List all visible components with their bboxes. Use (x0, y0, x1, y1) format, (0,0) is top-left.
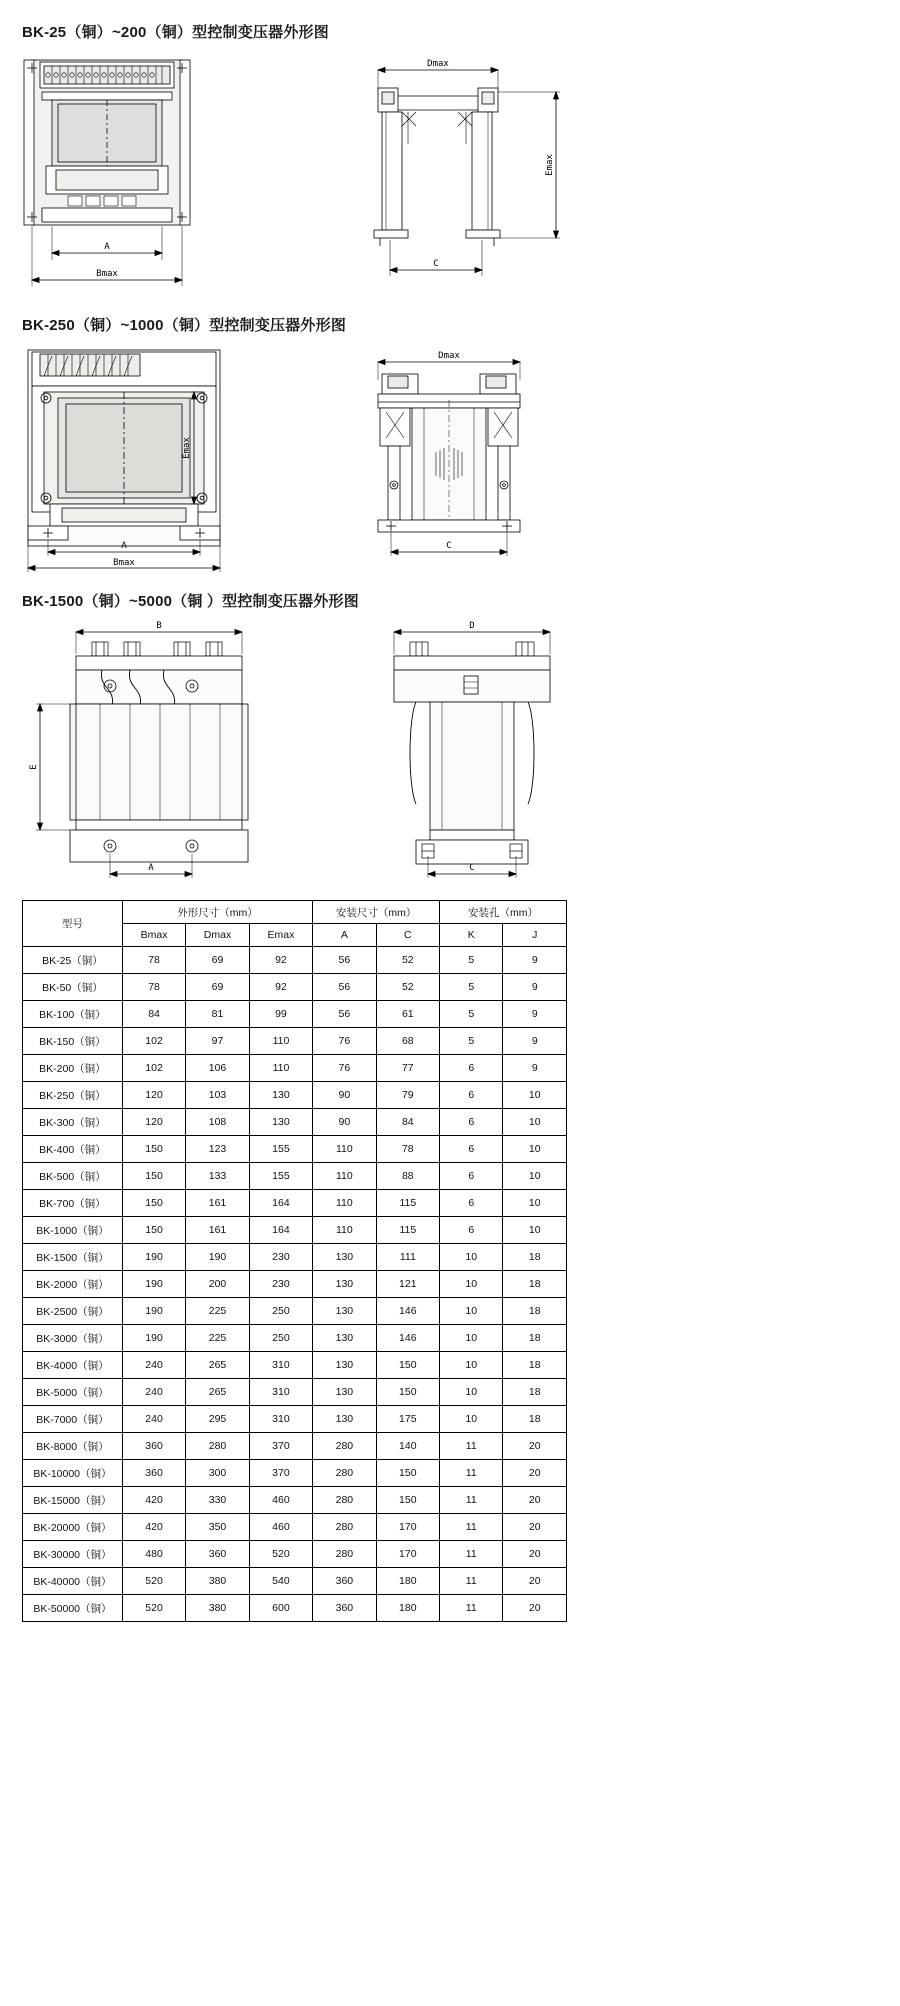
cell-a: 280 (313, 1487, 376, 1514)
cell-dmax: 97 (186, 1028, 249, 1055)
dim-label-b-3: B (156, 621, 162, 631)
cell-bmax: 78 (122, 947, 185, 974)
cell-a: 90 (313, 1109, 376, 1136)
cell-k: 6 (440, 1109, 503, 1136)
cell-dmax: 200 (186, 1271, 249, 1298)
table-row (23, 1325, 567, 1352)
cell-k: 11 (440, 1514, 503, 1541)
cell-bmax: 240 (122, 1379, 185, 1406)
cell-k: 6 (440, 1082, 503, 1109)
cell-bmax: 480 (122, 1541, 185, 1568)
cell-c: 146 (376, 1325, 439, 1352)
cell-c: 115 (376, 1217, 439, 1244)
cell-model: BK-500（铜） (23, 1163, 123, 1190)
table-row (23, 1055, 567, 1082)
table-row (23, 974, 567, 1001)
cell-dmax: 265 (186, 1379, 249, 1406)
table-row (23, 1406, 567, 1433)
cell-model: BK-700（铜） (23, 1190, 123, 1217)
cell-emax: 520 (249, 1541, 312, 1568)
cell-k: 11 (440, 1595, 503, 1622)
cell-model: BK-250（铜） (23, 1082, 123, 1109)
table-row (23, 1541, 567, 1568)
cell-j: 20 (503, 1460, 567, 1487)
cell-c: 68 (376, 1028, 439, 1055)
cell-emax: 92 (249, 947, 312, 974)
cell-j: 9 (503, 974, 567, 1001)
cell-c: 79 (376, 1082, 439, 1109)
cell-a: 110 (313, 1163, 376, 1190)
cell-a: 280 (313, 1460, 376, 1487)
figure-bk250-side-view (360, 340, 650, 580)
cell-dmax: 190 (186, 1244, 249, 1271)
table-row (23, 1217, 567, 1244)
cell-model: BK-50（铜） (23, 974, 123, 1001)
cell-c: 52 (376, 974, 439, 1001)
cell-emax: 164 (249, 1190, 312, 1217)
dim-label-bmax: Bmax (96, 269, 118, 279)
cell-emax: 540 (249, 1568, 312, 1595)
header-col-k: K (440, 924, 503, 947)
cell-a: 130 (313, 1352, 376, 1379)
cell-a: 76 (313, 1055, 376, 1082)
cell-j: 9 (503, 1028, 567, 1055)
cell-j: 9 (503, 1001, 567, 1028)
cell-model: BK-1000（铜） (23, 1217, 123, 1244)
table-row (23, 1460, 567, 1487)
cell-dmax: 225 (186, 1325, 249, 1352)
spec-table-wrapper (22, 900, 567, 1622)
cell-emax: 110 (249, 1028, 312, 1055)
cell-model: BK-5000（铜） (23, 1379, 123, 1406)
cell-c: 140 (376, 1433, 439, 1460)
table-row (23, 1595, 567, 1622)
cell-k: 6 (440, 1136, 503, 1163)
cell-bmax: 420 (122, 1514, 185, 1541)
cell-a: 56 (313, 974, 376, 1001)
cell-j: 18 (503, 1271, 567, 1298)
cell-dmax: 103 (186, 1082, 249, 1109)
cell-j: 10 (503, 1190, 567, 1217)
cell-dmax: 161 (186, 1190, 249, 1217)
cell-c: 150 (376, 1487, 439, 1514)
cell-c: 180 (376, 1595, 439, 1622)
cell-dmax: 225 (186, 1298, 249, 1325)
spec-table-head (23, 901, 567, 947)
cell-emax: 370 (249, 1433, 312, 1460)
cell-c: 115 (376, 1190, 439, 1217)
cell-a: 280 (313, 1433, 376, 1460)
dim-label-a-2: A (121, 541, 127, 551)
cell-a: 280 (313, 1541, 376, 1568)
cell-a: 90 (313, 1082, 376, 1109)
cell-j: 18 (503, 1379, 567, 1406)
cell-k: 6 (440, 1190, 503, 1217)
table-row (23, 1163, 567, 1190)
cell-model: BK-7000（铜） (23, 1406, 123, 1433)
cell-c: 180 (376, 1568, 439, 1595)
dim-label-a: A (104, 242, 110, 252)
cell-a: 130 (313, 1379, 376, 1406)
cell-dmax: 69 (186, 974, 249, 1001)
cell-model: BK-30000（铜） (23, 1541, 123, 1568)
dim-label-a-3: A (148, 863, 154, 873)
cell-k: 10 (440, 1379, 503, 1406)
header-col-bmax: Bmax (122, 924, 185, 947)
cell-k: 5 (440, 974, 503, 1001)
table-row (23, 1109, 567, 1136)
cell-bmax: 120 (122, 1109, 185, 1136)
cell-dmax: 380 (186, 1595, 249, 1622)
cell-j: 18 (503, 1298, 567, 1325)
cell-bmax: 190 (122, 1298, 185, 1325)
cell-emax: 155 (249, 1163, 312, 1190)
cell-a: 110 (313, 1190, 376, 1217)
cell-c: 52 (376, 947, 439, 974)
table-row (23, 1568, 567, 1595)
cell-model: BK-2000（铜） (23, 1271, 123, 1298)
cell-k: 10 (440, 1298, 503, 1325)
cell-j: 20 (503, 1568, 567, 1595)
cell-model: BK-200（铜） (23, 1055, 123, 1082)
table-row (23, 1298, 567, 1325)
table-row (23, 1271, 567, 1298)
cell-k: 6 (440, 1055, 503, 1082)
cell-emax: 310 (249, 1379, 312, 1406)
cell-dmax: 380 (186, 1568, 249, 1595)
cell-k: 11 (440, 1541, 503, 1568)
spec-table-body (23, 947, 567, 1622)
cell-model: BK-25（铜） (23, 947, 123, 974)
cell-c: 61 (376, 1001, 439, 1028)
cell-bmax: 360 (122, 1433, 185, 1460)
figure-bk1500-front-view (14, 614, 334, 884)
cell-model: BK-4000（铜） (23, 1352, 123, 1379)
cell-a: 130 (313, 1325, 376, 1352)
spec-table (22, 900, 567, 1622)
cell-k: 10 (440, 1352, 503, 1379)
cell-k: 6 (440, 1163, 503, 1190)
cell-model: BK-400（铜） (23, 1136, 123, 1163)
cell-dmax: 265 (186, 1352, 249, 1379)
cell-j: 18 (503, 1244, 567, 1271)
cell-k: 11 (440, 1568, 503, 1595)
table-row (23, 1190, 567, 1217)
cell-a: 280 (313, 1514, 376, 1541)
cell-dmax: 295 (186, 1406, 249, 1433)
cell-k: 10 (440, 1271, 503, 1298)
cell-dmax: 133 (186, 1163, 249, 1190)
cell-c: 170 (376, 1541, 439, 1568)
cell-model: BK-10000（铜） (23, 1460, 123, 1487)
header-group-hole: 安装孔（mm） (440, 901, 567, 924)
cell-c: 84 (376, 1109, 439, 1136)
cell-emax: 460 (249, 1487, 312, 1514)
cell-dmax: 81 (186, 1001, 249, 1028)
cell-j: 20 (503, 1541, 567, 1568)
cell-a: 76 (313, 1028, 376, 1055)
cell-j: 20 (503, 1595, 567, 1622)
cell-a: 130 (313, 1406, 376, 1433)
cell-emax: 92 (249, 974, 312, 1001)
dim-label-dmax-2: Dmax (438, 351, 460, 361)
dim-label-c: C (433, 259, 439, 269)
cell-j: 20 (503, 1433, 567, 1460)
cell-model: BK-2500（铜） (23, 1298, 123, 1325)
cell-j: 20 (503, 1487, 567, 1514)
cell-j: 10 (503, 1136, 567, 1163)
dim-label-e-3: E (29, 764, 39, 770)
cell-bmax: 102 (122, 1028, 185, 1055)
cell-model: BK-150（铜） (23, 1028, 123, 1055)
table-row (23, 947, 567, 974)
cell-k: 10 (440, 1244, 503, 1271)
cell-model: BK-100（铜） (23, 1001, 123, 1028)
cell-bmax: 102 (122, 1055, 185, 1082)
cell-bmax: 520 (122, 1595, 185, 1622)
cell-bmax: 84 (122, 1001, 185, 1028)
cell-j: 10 (503, 1109, 567, 1136)
cell-bmax: 240 (122, 1406, 185, 1433)
cell-a: 56 (313, 1001, 376, 1028)
cell-c: 78 (376, 1136, 439, 1163)
cell-emax: 164 (249, 1217, 312, 1244)
header-col-c: C (376, 924, 439, 947)
cell-j: 10 (503, 1082, 567, 1109)
cell-dmax: 123 (186, 1136, 249, 1163)
cell-dmax: 300 (186, 1460, 249, 1487)
cell-c: 111 (376, 1244, 439, 1271)
dim-label-dmax: Dmax (427, 59, 449, 69)
figure-bk1500-side-view (360, 614, 650, 884)
cell-a: 360 (313, 1568, 376, 1595)
cell-c: 77 (376, 1055, 439, 1082)
cell-bmax: 120 (122, 1082, 185, 1109)
table-row (23, 1028, 567, 1055)
cell-dmax: 330 (186, 1487, 249, 1514)
cell-bmax: 78 (122, 974, 185, 1001)
figure-bk25-side-view (360, 48, 650, 298)
dim-label-bmax-2: Bmax (113, 558, 135, 568)
table-row (23, 1352, 567, 1379)
cell-dmax: 106 (186, 1055, 249, 1082)
cell-dmax: 108 (186, 1109, 249, 1136)
cell-c: 88 (376, 1163, 439, 1190)
cell-k: 11 (440, 1460, 503, 1487)
dim-label-d-3: D (469, 621, 475, 631)
cell-c: 150 (376, 1379, 439, 1406)
header-group-mount: 安装尺寸（mm） (313, 901, 440, 924)
cell-emax: 250 (249, 1298, 312, 1325)
cell-c: 170 (376, 1514, 439, 1541)
table-row (23, 1082, 567, 1109)
table-row (23, 1433, 567, 1460)
dim-label-c-3: C (469, 863, 475, 873)
cell-a: 110 (313, 1217, 376, 1244)
section-title-2: BK-250（铜）~1000（铜）型控制变压器外形图 (22, 317, 347, 334)
cell-model: BK-40000（铜） (23, 1568, 123, 1595)
cell-a: 130 (313, 1244, 376, 1271)
cell-a: 130 (313, 1271, 376, 1298)
cell-a: 130 (313, 1298, 376, 1325)
cell-a: 110 (313, 1136, 376, 1163)
header-col-j: J (503, 924, 567, 947)
cell-model: BK-15000（铜） (23, 1487, 123, 1514)
cell-dmax: 360 (186, 1541, 249, 1568)
cell-bmax: 520 (122, 1568, 185, 1595)
cell-c: 150 (376, 1352, 439, 1379)
cell-model: BK-20000（铜） (23, 1514, 123, 1541)
cell-j: 18 (503, 1325, 567, 1352)
cell-j: 9 (503, 947, 567, 974)
cell-k: 6 (440, 1217, 503, 1244)
table-row (23, 1136, 567, 1163)
cell-emax: 600 (249, 1595, 312, 1622)
header-col-dmax: Dmax (186, 924, 249, 947)
cell-model: BK-8000（铜） (23, 1433, 123, 1460)
cell-model: BK-1500（铜） (23, 1244, 123, 1271)
cell-dmax: 69 (186, 947, 249, 974)
cell-c: 175 (376, 1406, 439, 1433)
header-col-emax: Emax (249, 924, 312, 947)
cell-dmax: 161 (186, 1217, 249, 1244)
cell-emax: 460 (249, 1514, 312, 1541)
cell-bmax: 360 (122, 1460, 185, 1487)
figure-bk250-front-view (14, 340, 334, 580)
table-row (23, 1001, 567, 1028)
cell-bmax: 190 (122, 1271, 185, 1298)
cell-model: BK-50000（铜） (23, 1595, 123, 1622)
table-header-row-1 (23, 901, 567, 924)
cell-k: 5 (440, 1001, 503, 1028)
header-model: 型号 (23, 901, 123, 947)
header-group-outer: 外形尺寸（mm） (122, 901, 312, 924)
cell-bmax: 150 (122, 1190, 185, 1217)
cell-j: 10 (503, 1217, 567, 1244)
cell-bmax: 150 (122, 1217, 185, 1244)
cell-emax: 230 (249, 1244, 312, 1271)
header-col-a: A (313, 924, 376, 947)
cell-emax: 130 (249, 1109, 312, 1136)
cell-j: 18 (503, 1352, 567, 1379)
cell-j: 10 (503, 1163, 567, 1190)
cell-emax: 130 (249, 1082, 312, 1109)
cell-bmax: 420 (122, 1487, 185, 1514)
cell-emax: 110 (249, 1055, 312, 1082)
cell-emax: 370 (249, 1460, 312, 1487)
cell-k: 10 (440, 1406, 503, 1433)
table-row (23, 1244, 567, 1271)
figure-bk25-front-view (14, 48, 334, 298)
cell-bmax: 150 (122, 1163, 185, 1190)
cell-k: 5 (440, 1028, 503, 1055)
cell-j: 18 (503, 1406, 567, 1433)
cell-emax: 155 (249, 1136, 312, 1163)
cell-k: 11 (440, 1487, 503, 1514)
cell-bmax: 240 (122, 1352, 185, 1379)
cell-emax: 250 (249, 1325, 312, 1352)
cell-bmax: 190 (122, 1244, 185, 1271)
cell-c: 146 (376, 1298, 439, 1325)
cell-dmax: 280 (186, 1433, 249, 1460)
cell-emax: 99 (249, 1001, 312, 1028)
cell-k: 10 (440, 1325, 503, 1352)
table-row (23, 1379, 567, 1406)
cell-emax: 310 (249, 1352, 312, 1379)
cell-emax: 230 (249, 1271, 312, 1298)
cell-k: 5 (440, 947, 503, 974)
cell-bmax: 150 (122, 1136, 185, 1163)
cell-c: 121 (376, 1271, 439, 1298)
dim-label-emax: Emax (545, 154, 555, 176)
dim-label-emax-2: Emax (182, 437, 192, 459)
cell-j: 20 (503, 1514, 567, 1541)
cell-dmax: 350 (186, 1514, 249, 1541)
cell-k: 11 (440, 1433, 503, 1460)
cell-a: 56 (313, 947, 376, 974)
cell-a: 360 (313, 1595, 376, 1622)
cell-model: BK-300（铜） (23, 1109, 123, 1136)
dim-label-c-2: C (446, 541, 452, 551)
cell-j: 9 (503, 1055, 567, 1082)
table-row (23, 1514, 567, 1541)
table-row (23, 1487, 567, 1514)
cell-c: 150 (376, 1460, 439, 1487)
section-title-1: BK-25（铜）~200（铜）型控制变压器外形图 (22, 24, 329, 41)
cell-model: BK-3000（铜） (23, 1325, 123, 1352)
cell-bmax: 190 (122, 1325, 185, 1352)
section-title-3: BK-1500（铜）~5000（铜 ）型控制变压器外形图 (22, 593, 359, 610)
cell-emax: 310 (249, 1406, 312, 1433)
